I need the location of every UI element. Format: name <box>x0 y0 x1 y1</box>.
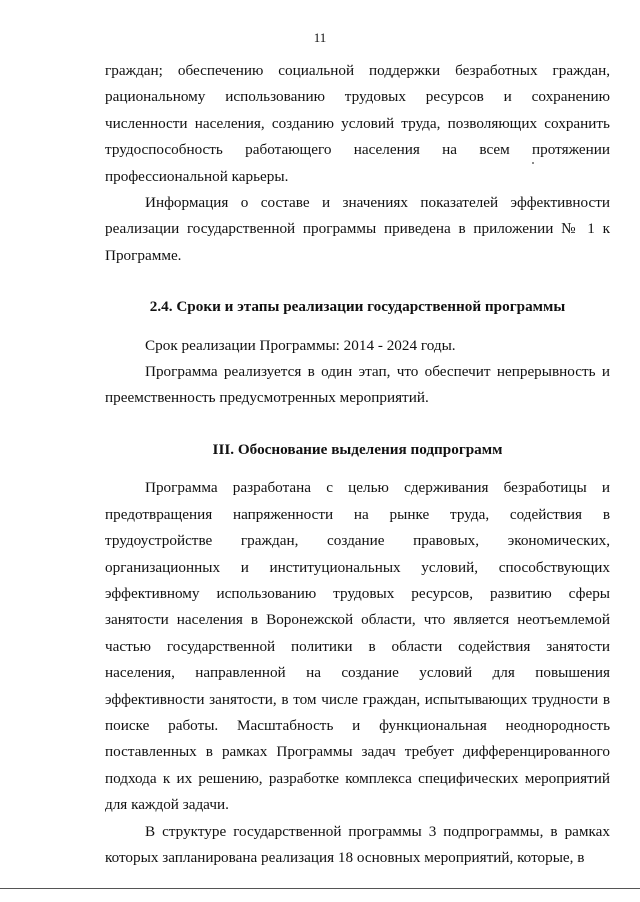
page-number: 11 <box>313 30 327 45</box>
paragraph-single-stage: Программа реализуется в один этап, что обеспечит непрерывность и преемственность предусмотренных мероприятий. <box>105 363 610 407</box>
page-bottom-edge <box>0 888 640 889</box>
section-heading-timeline: 2.4. Сроки и этапы реализации государственной программы <box>149 298 566 316</box>
section-heading-subprograms: III. Обоснование выделения подпрограмм <box>212 440 503 458</box>
scan-speck <box>532 162 534 164</box>
paragraph-program-structure: В структуре государственной программы 3 подпрограммы, в рамках которых запланирована реализация 18 основных мероприятий, которые, в <box>105 822 610 866</box>
document-body <box>105 58 610 871</box>
paragraph-program-term: Срок реализации Программы: 2014 - 2024 годы. <box>145 336 456 354</box>
paragraph-indicators-info: Информация о составе и значениях показателей эффективности реализации государственной программы приведена в приложении № 1 к Программе. <box>105 194 610 264</box>
paragraph-program-purpose: Программа разработана с целью сдерживания безработицы и предотвращения напряженности на рынке труда, содействия в трудоустройстве граждан, создание правовых, экономических, организационных и институциональных условий, способствующих эффективному использованию трудовых ресурсов, развитию сферы занятости населения в Воронежской области, что является неотъемлемой частью государственной политики в области содействия занятости населения, направленной на создание условий для повышения эффективности занятости, в том числе граждан, испытывающих трудности в поиске работы. Масштабность и функциональная неоднородность поставленных в рамках Программы задач требует дифференцированного подхода к их решению, разработке комплекса специфических мероприятий для каждой задачи. <box>105 479 610 814</box>
paragraph-social-support: граждан; обеспечению социальной поддержки безработных граждан, рациональному использованию трудовых ресурсов и сохранению численности населения, созданию условий труда, позволяющих сохранить трудоспособность работающего населения на всем протяжении профессиональной карьеры. <box>105 62 610 185</box>
